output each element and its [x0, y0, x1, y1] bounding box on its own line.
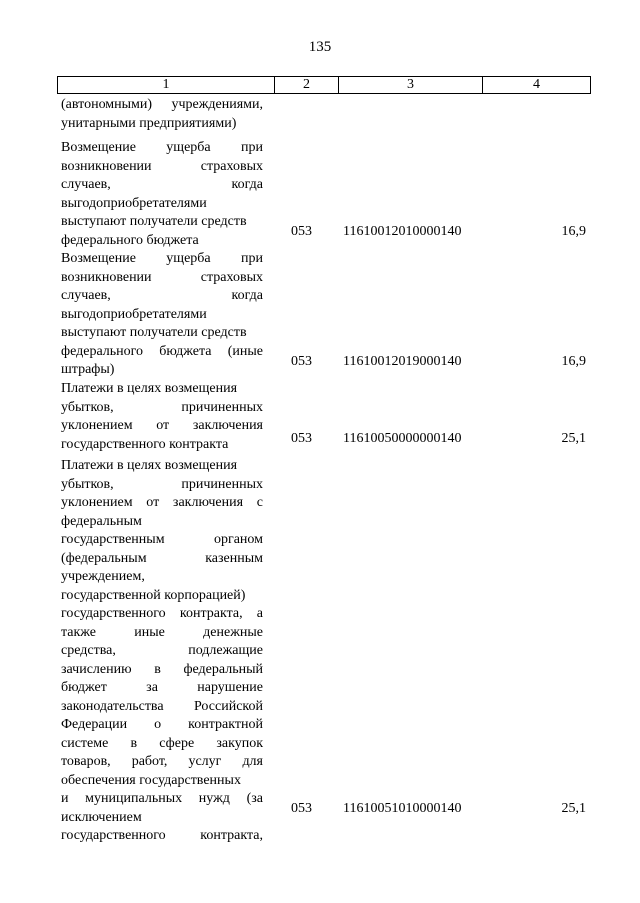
- row-2-line-3: выгодоприобретателями: [61, 306, 207, 322]
- row-2-line-1: возникновении страховых: [61, 269, 263, 285]
- row-3-ministry-code: 053: [291, 431, 312, 446]
- row-3-line-0: Платежи в целях возмещения: [61, 381, 238, 396]
- row-4-line-6: учреждением,: [61, 569, 145, 584]
- row-4-line-8: государственного контракта, а: [61, 606, 263, 621]
- row-4-line-7: государственной корпорацией): [61, 587, 246, 603]
- row-2-kbk-code: 11610012019000140: [343, 354, 462, 369]
- row-4-kbk-code: 11610051010000140: [343, 801, 462, 816]
- row-4-line-18: и муниципальных нужд (за: [61, 791, 263, 806]
- row-0-line-0: (автономными) учреждениями,: [61, 97, 263, 112]
- row-1-line-3: выгодоприобретателями: [61, 195, 207, 211]
- row-4-amount: 25,1: [561, 801, 586, 816]
- row-4-description: [61, 457, 263, 846]
- row-4-line-2: уклонением от заключения с: [61, 495, 263, 510]
- row-4-line-15: системе в сфере закупок: [61, 735, 263, 751]
- page-number: 135: [308, 39, 332, 55]
- row-2-line-6: штрафы): [61, 362, 115, 377]
- row-0-description: [61, 96, 263, 133]
- table-header: [57, 76, 591, 94]
- row-4-ministry-code: 053: [291, 801, 312, 816]
- row-0-line-1: унитарными предприятиями): [61, 115, 237, 131]
- row-3-line-2: уклонением от заключения: [61, 418, 263, 433]
- row-3-kbk-code: 11610050000000140: [343, 431, 462, 446]
- row-4-line-5: (федеральным казенным: [61, 550, 263, 566]
- row-1-line-1: возникновении страховых: [61, 158, 263, 174]
- row-1-amount: 16,9: [561, 224, 586, 239]
- row-4-line-3: федеральным: [61, 513, 142, 529]
- row-4-line-1: убытков, причиненных: [61, 476, 263, 492]
- row-3-line-3: государственного контракта: [61, 436, 229, 452]
- row-1-line-4: выступают получатели средств: [61, 214, 247, 229]
- row-4-line-9: также иные денежные: [61, 624, 263, 640]
- row-1-line-5: федерального бюджета: [61, 232, 199, 248]
- row-4-line-20: государственного контракта,: [61, 828, 263, 843]
- row-2-description: [61, 250, 263, 380]
- row-4-line-17: обеспечения государственных: [61, 772, 241, 788]
- row-1-line-2: случаев, когда: [61, 177, 263, 192]
- row-3-description: [61, 380, 263, 454]
- row-4-line-16: товаров, работ, услуг для: [61, 754, 263, 769]
- row-2-line-0: Возмещение ущерба при: [61, 251, 263, 266]
- row-2-line-4: выступают получатели средств: [61, 325, 247, 340]
- row-1-kbk-code: 11610012010000140: [343, 224, 462, 239]
- header-col-3: 3: [339, 77, 483, 94]
- row-2-line-5: федерального бюджета (иные: [61, 343, 263, 359]
- row-2-amount: 16,9: [561, 354, 586, 369]
- row-4-line-13: законодательства Российской: [61, 698, 263, 714]
- row-3-amount: 25,1: [561, 431, 586, 446]
- header-col-1: 1: [58, 77, 275, 94]
- row-1-description: [61, 139, 263, 250]
- row-4-line-4: государственным органом: [61, 532, 263, 547]
- row-4-line-19: исключением: [61, 809, 142, 825]
- row-4-line-0: Платежи в целях возмещения: [61, 458, 238, 473]
- row-1-line-0: Возмещение ущерба при: [61, 140, 263, 155]
- row-1-ministry-code: 053: [291, 224, 312, 239]
- row-2-ministry-code: 053: [291, 354, 312, 369]
- row-4-line-14: Федерации о контрактной: [61, 717, 263, 732]
- row-4-line-12: бюджет за нарушение: [61, 680, 263, 695]
- row-4-line-10: средства, подлежащие: [61, 643, 263, 658]
- row-2-line-2: случаев, когда: [61, 288, 263, 303]
- header-col-4: 4: [483, 77, 591, 94]
- header-col-2: 2: [275, 77, 339, 94]
- row-4-line-11: зачислению в федеральный: [61, 661, 263, 677]
- row-3-line-1: убытков, причиненных: [61, 399, 263, 415]
